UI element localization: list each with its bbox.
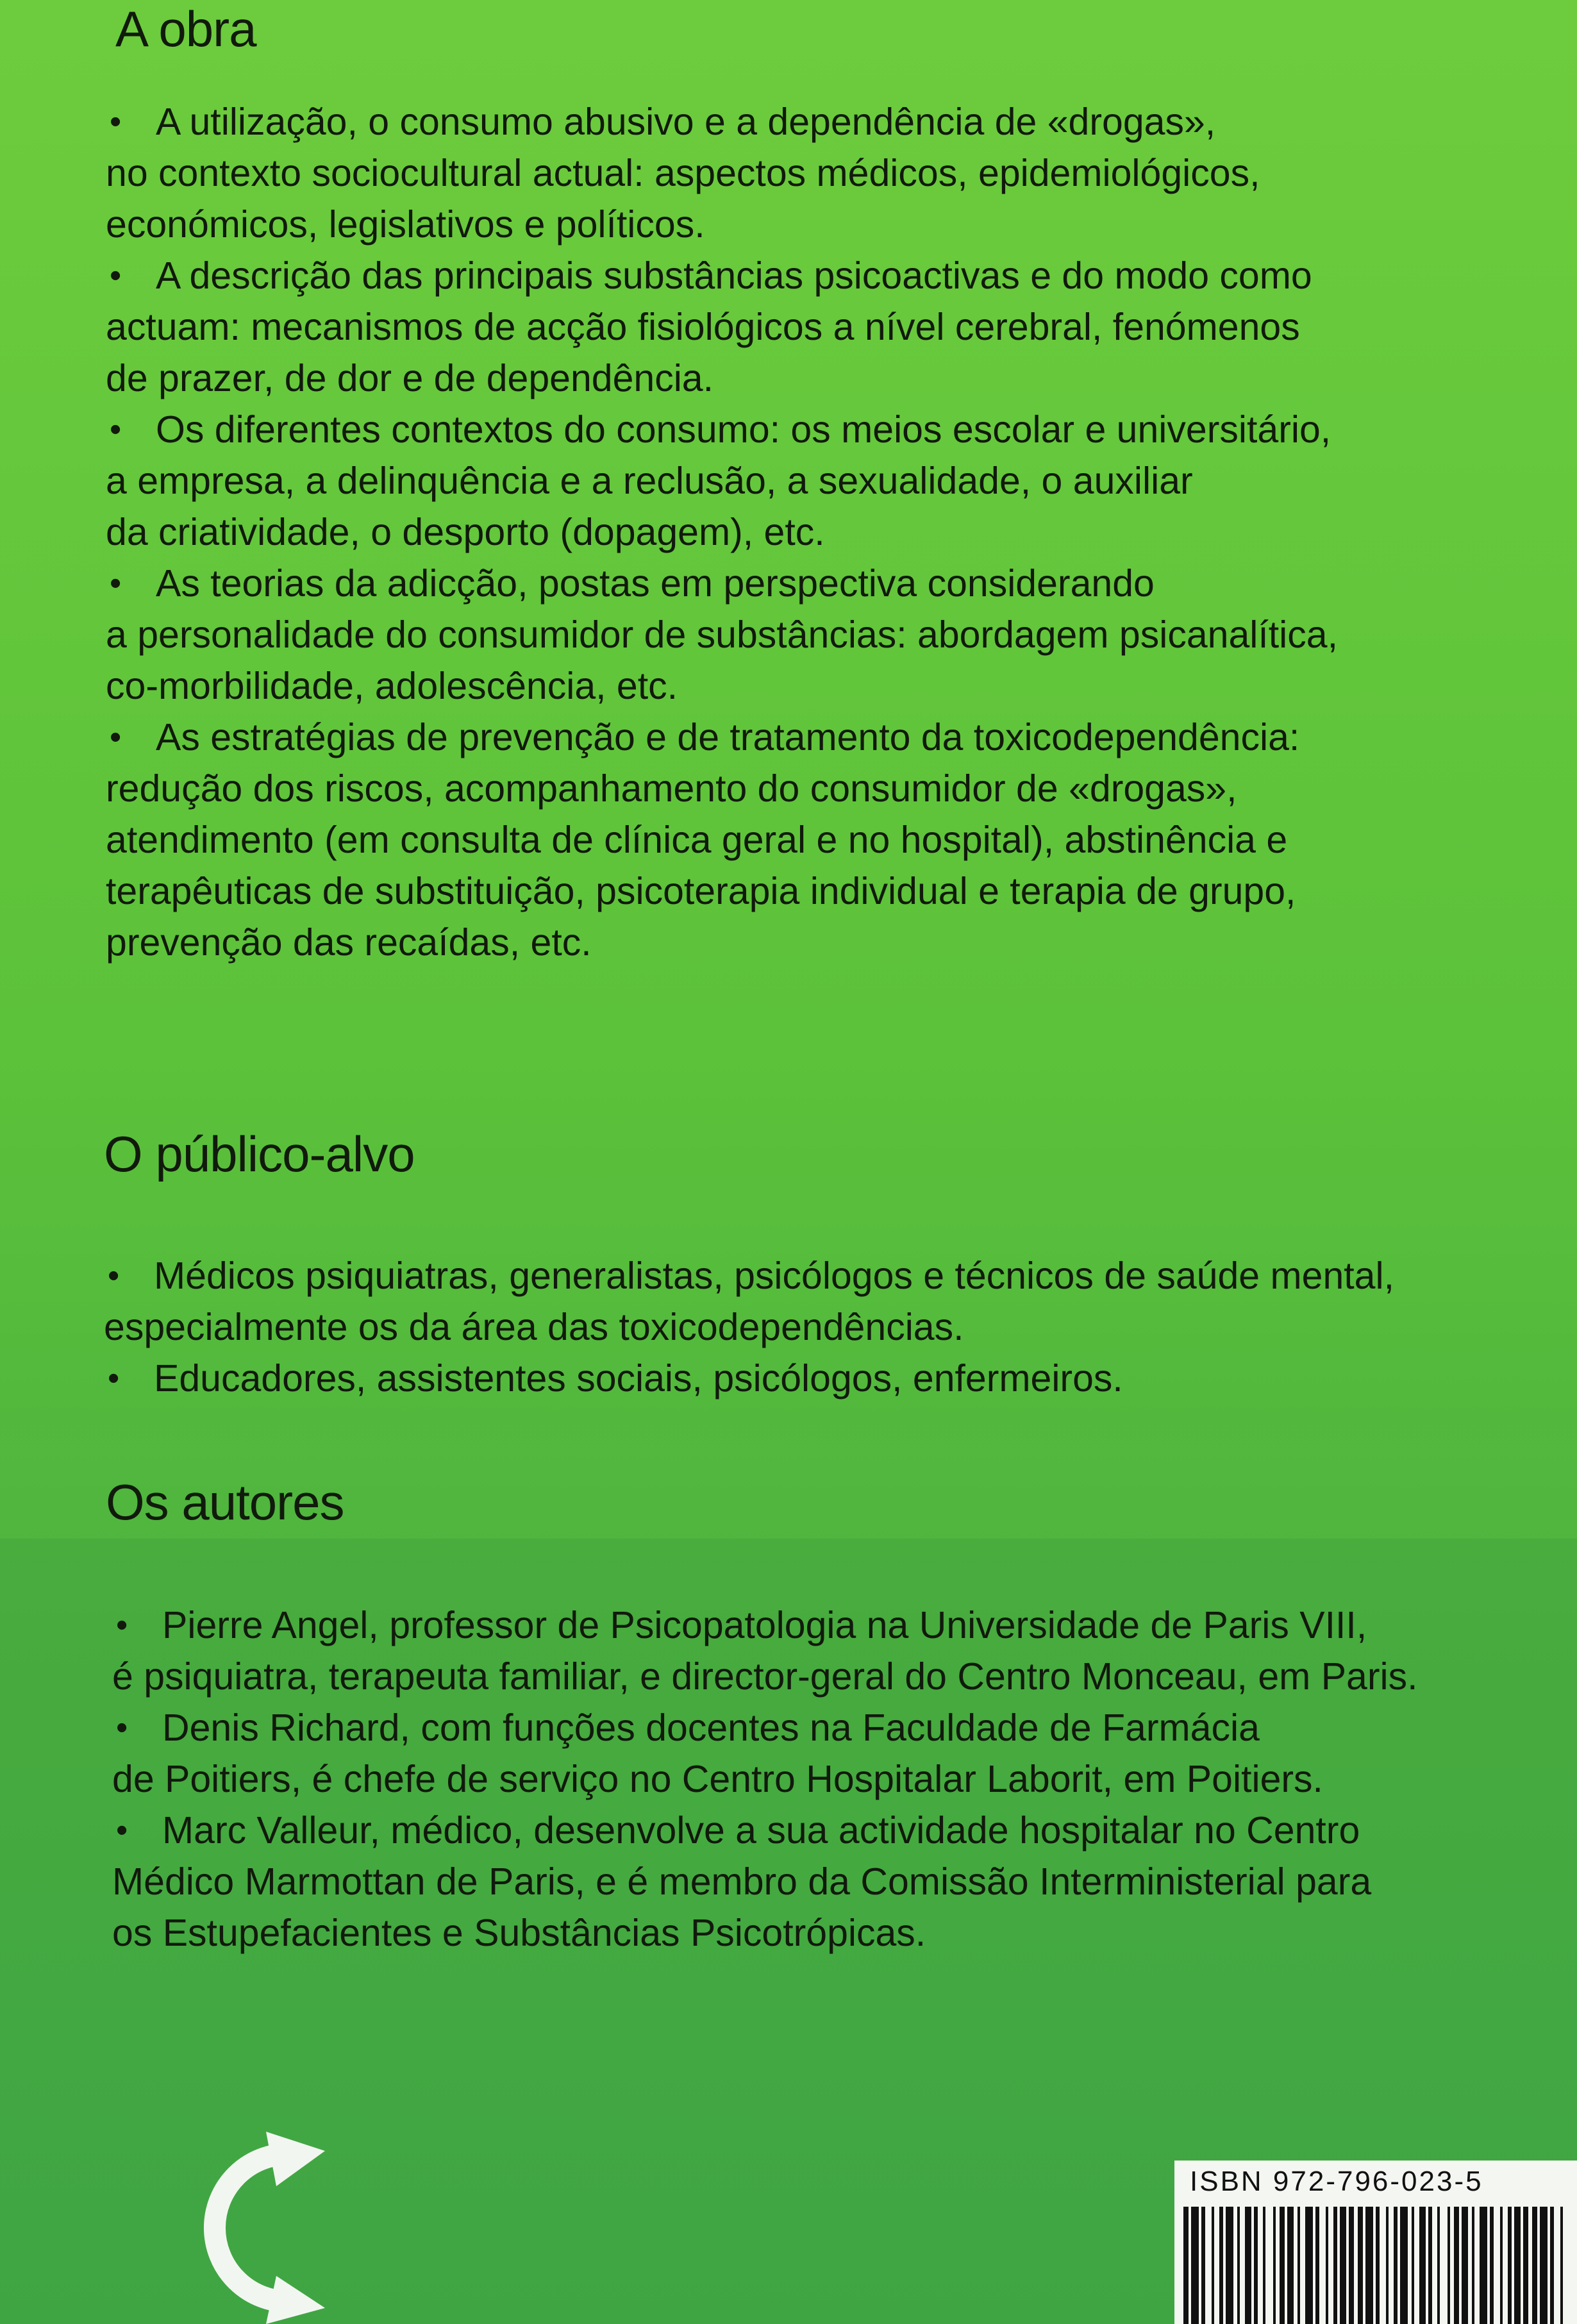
barcode-bar	[1523, 2207, 1528, 2324]
barcode-bar	[1191, 2207, 1199, 2324]
list-item	[106, 250, 1338, 404]
list-item	[106, 558, 1338, 712]
barcode-bar	[1490, 2207, 1494, 2324]
bullet-line: prevenção das recaídas, etc.	[106, 921, 592, 964]
barcode-bar	[1226, 2207, 1233, 2324]
bullet-dot: •	[110, 719, 122, 756]
bullet-line: de Poitiers, é chefe de serviço no Centro Hospitalar Laborit, em Poitiers.	[112, 1758, 1323, 1800]
list-item	[112, 1600, 1418, 1702]
list-item	[112, 1702, 1418, 1805]
barcode-bar	[1508, 2207, 1512, 2324]
barcode-bar	[1245, 2207, 1251, 2324]
list-item	[112, 1805, 1418, 1959]
barcode-bar	[1532, 2207, 1537, 2324]
bullet-dot: •	[116, 1709, 128, 1746]
bullet-line: actuam: mecanismos de acção fisiológicos a nível cerebral, fenómenos	[106, 306, 1300, 348]
barcode-bar	[1273, 2207, 1276, 2324]
barcode-bar	[1305, 2207, 1313, 2324]
bullet-line: a empresa, a delinquência e a reclusão, a sexualidade, o auxiliar	[106, 460, 1193, 502]
barcode-bar	[1280, 2207, 1285, 2324]
bullet-dot: •	[108, 1360, 120, 1397]
barcode-bar	[1315, 2207, 1319, 2324]
list-item	[106, 712, 1338, 968]
list-item	[106, 96, 1338, 250]
bullet-line: terapêuticas de substituição, psicoterapia individual e terapia de grupo,	[106, 870, 1296, 912]
barcode-bar	[1550, 2207, 1554, 2324]
barcode-bar	[1237, 2207, 1240, 2324]
bullet-line: Médicos psiquiatras, generalistas, psicólogos e técnicos de saúde mental,	[154, 1255, 1394, 1297]
bullet-line: redução dos riscos, acompanhamento do consumidor de «drogas»,	[106, 767, 1237, 810]
barcode-bar	[1326, 2207, 1328, 2324]
heading-autores: Os autores	[106, 1474, 344, 1530]
barcode-bar	[1412, 2207, 1414, 2324]
barcode-bar	[1219, 2207, 1223, 2324]
bullet-line: As estratégias de prevenção e de tratamento da toxicodependência:	[156, 716, 1300, 758]
bullet-line: As teorias da adicção, postas em perspectiva considerando	[156, 562, 1155, 605]
autores-list	[112, 1600, 1418, 1959]
barcode-bar	[1212, 2207, 1214, 2324]
barcode-bar	[1560, 2207, 1563, 2324]
isbn-label: ISBN 972-796-023-5	[1190, 2166, 1483, 2197]
publisher-logo-icon	[157, 2116, 349, 2324]
barcode-bar	[1500, 2207, 1503, 2324]
bullet-line: Educadores, assistentes sociais, psicólogos, enfermeiros.	[154, 1357, 1123, 1400]
barcode-bar	[1454, 2207, 1459, 2324]
list-item	[106, 404, 1338, 558]
bullet-line: especialmente os da área das toxicodependências.	[104, 1306, 964, 1348]
bullet-line: Pierre Angel, professor de Psicopatologia na Universidade de Paris VIII,	[162, 1604, 1367, 1646]
bullet-line: A descrição das principais substâncias psicoactivas e do modo como	[156, 255, 1312, 297]
bullet-dot: •	[110, 411, 122, 448]
bullet-line: da criatividade, o desporto (dopagem), etc.	[106, 511, 825, 553]
barcode-bar	[1349, 2207, 1354, 2324]
heading-publico: O público-alvo	[104, 1126, 415, 1182]
barcode-bar	[1297, 2207, 1300, 2324]
bullet-line: Os diferentes contextos do consumo: os meios escolar e universitário,	[156, 408, 1331, 451]
publico-list	[104, 1250, 1394, 1404]
bullet-line: atendimento (em consulta de clínica geral e no hospital), abstinência e	[106, 819, 1288, 861]
bullet-line: A utilização, o consumo abusivo e a dependência de «drogas»,	[156, 101, 1216, 143]
barcode-bar	[1183, 2207, 1189, 2324]
barcode-bar	[1462, 2207, 1468, 2324]
bullet-line: Denis Richard, com funções docentes na Faculdade de Farmácia	[162, 1707, 1260, 1749]
bullet-line: económicos, legislativos e políticos.	[106, 203, 705, 246]
barcode-bar	[1394, 2207, 1398, 2324]
barcode-bar	[1480, 2207, 1487, 2324]
barcode-bar	[1340, 2207, 1346, 2324]
barcode-bar	[1287, 2207, 1294, 2324]
barcode-bar	[1419, 2207, 1426, 2324]
list-item	[104, 1250, 1394, 1353]
barcode-bar	[1201, 2207, 1205, 2324]
bullet-dot: •	[110, 103, 122, 140]
barcode-bar	[1254, 2207, 1258, 2324]
bullet-line: os Estupefacientes e Substâncias Psicotrópicas.	[112, 1912, 926, 1954]
barcode-bar	[1428, 2207, 1432, 2324]
bullet-line: é psiquiatra, terapeuta familiar, e director-geral do Centro Monceau, em Paris.	[112, 1655, 1418, 1698]
bullet-line: co-morbilidade, adolescência, etc.	[106, 665, 678, 707]
barcode-bar	[1448, 2207, 1450, 2324]
bullet-line: a personalidade do consumidor de substâncias: abordagem psicanalítica,	[106, 614, 1338, 656]
barcode-icon	[1183, 2207, 1568, 2324]
list-item	[104, 1353, 1394, 1404]
bullet-dot: •	[110, 257, 122, 294]
barcode-bar	[1400, 2207, 1408, 2324]
bullet-dot: •	[110, 565, 122, 602]
bullet-dot: •	[108, 1257, 120, 1294]
obra-list	[106, 96, 1338, 968]
bullet-line: Marc Valleur, médico, desenvolve a sua actividade hospitalar no Centro	[162, 1809, 1360, 1852]
barcode-bar	[1333, 2207, 1337, 2324]
barcode-bar	[1437, 2207, 1440, 2324]
barcode-bar	[1358, 2207, 1363, 2324]
barcode-bar	[1540, 2207, 1548, 2324]
barcode-bar	[1472, 2207, 1474, 2324]
barcode-bar	[1263, 2207, 1265, 2324]
barcode-box	[1174, 2161, 1577, 2324]
bullet-line: Médico Marmottan de Paris, e é membro da Comissão Interministerial para	[112, 1860, 1372, 1903]
bullet-line: de prazer, de dor e de dependência.	[106, 357, 714, 399]
barcode-bar	[1365, 2207, 1373, 2324]
bullet-dot: •	[116, 1812, 128, 1849]
barcode-bar	[1514, 2207, 1521, 2324]
bullet-line: no contexto sociocultural actual: aspectos médicos, epidemiológicos,	[106, 152, 1260, 194]
bullet-dot: •	[116, 1607, 128, 1644]
barcode-bar	[1376, 2207, 1380, 2324]
heading-obra: A obra	[115, 1, 256, 57]
barcode-bar	[1386, 2207, 1389, 2324]
